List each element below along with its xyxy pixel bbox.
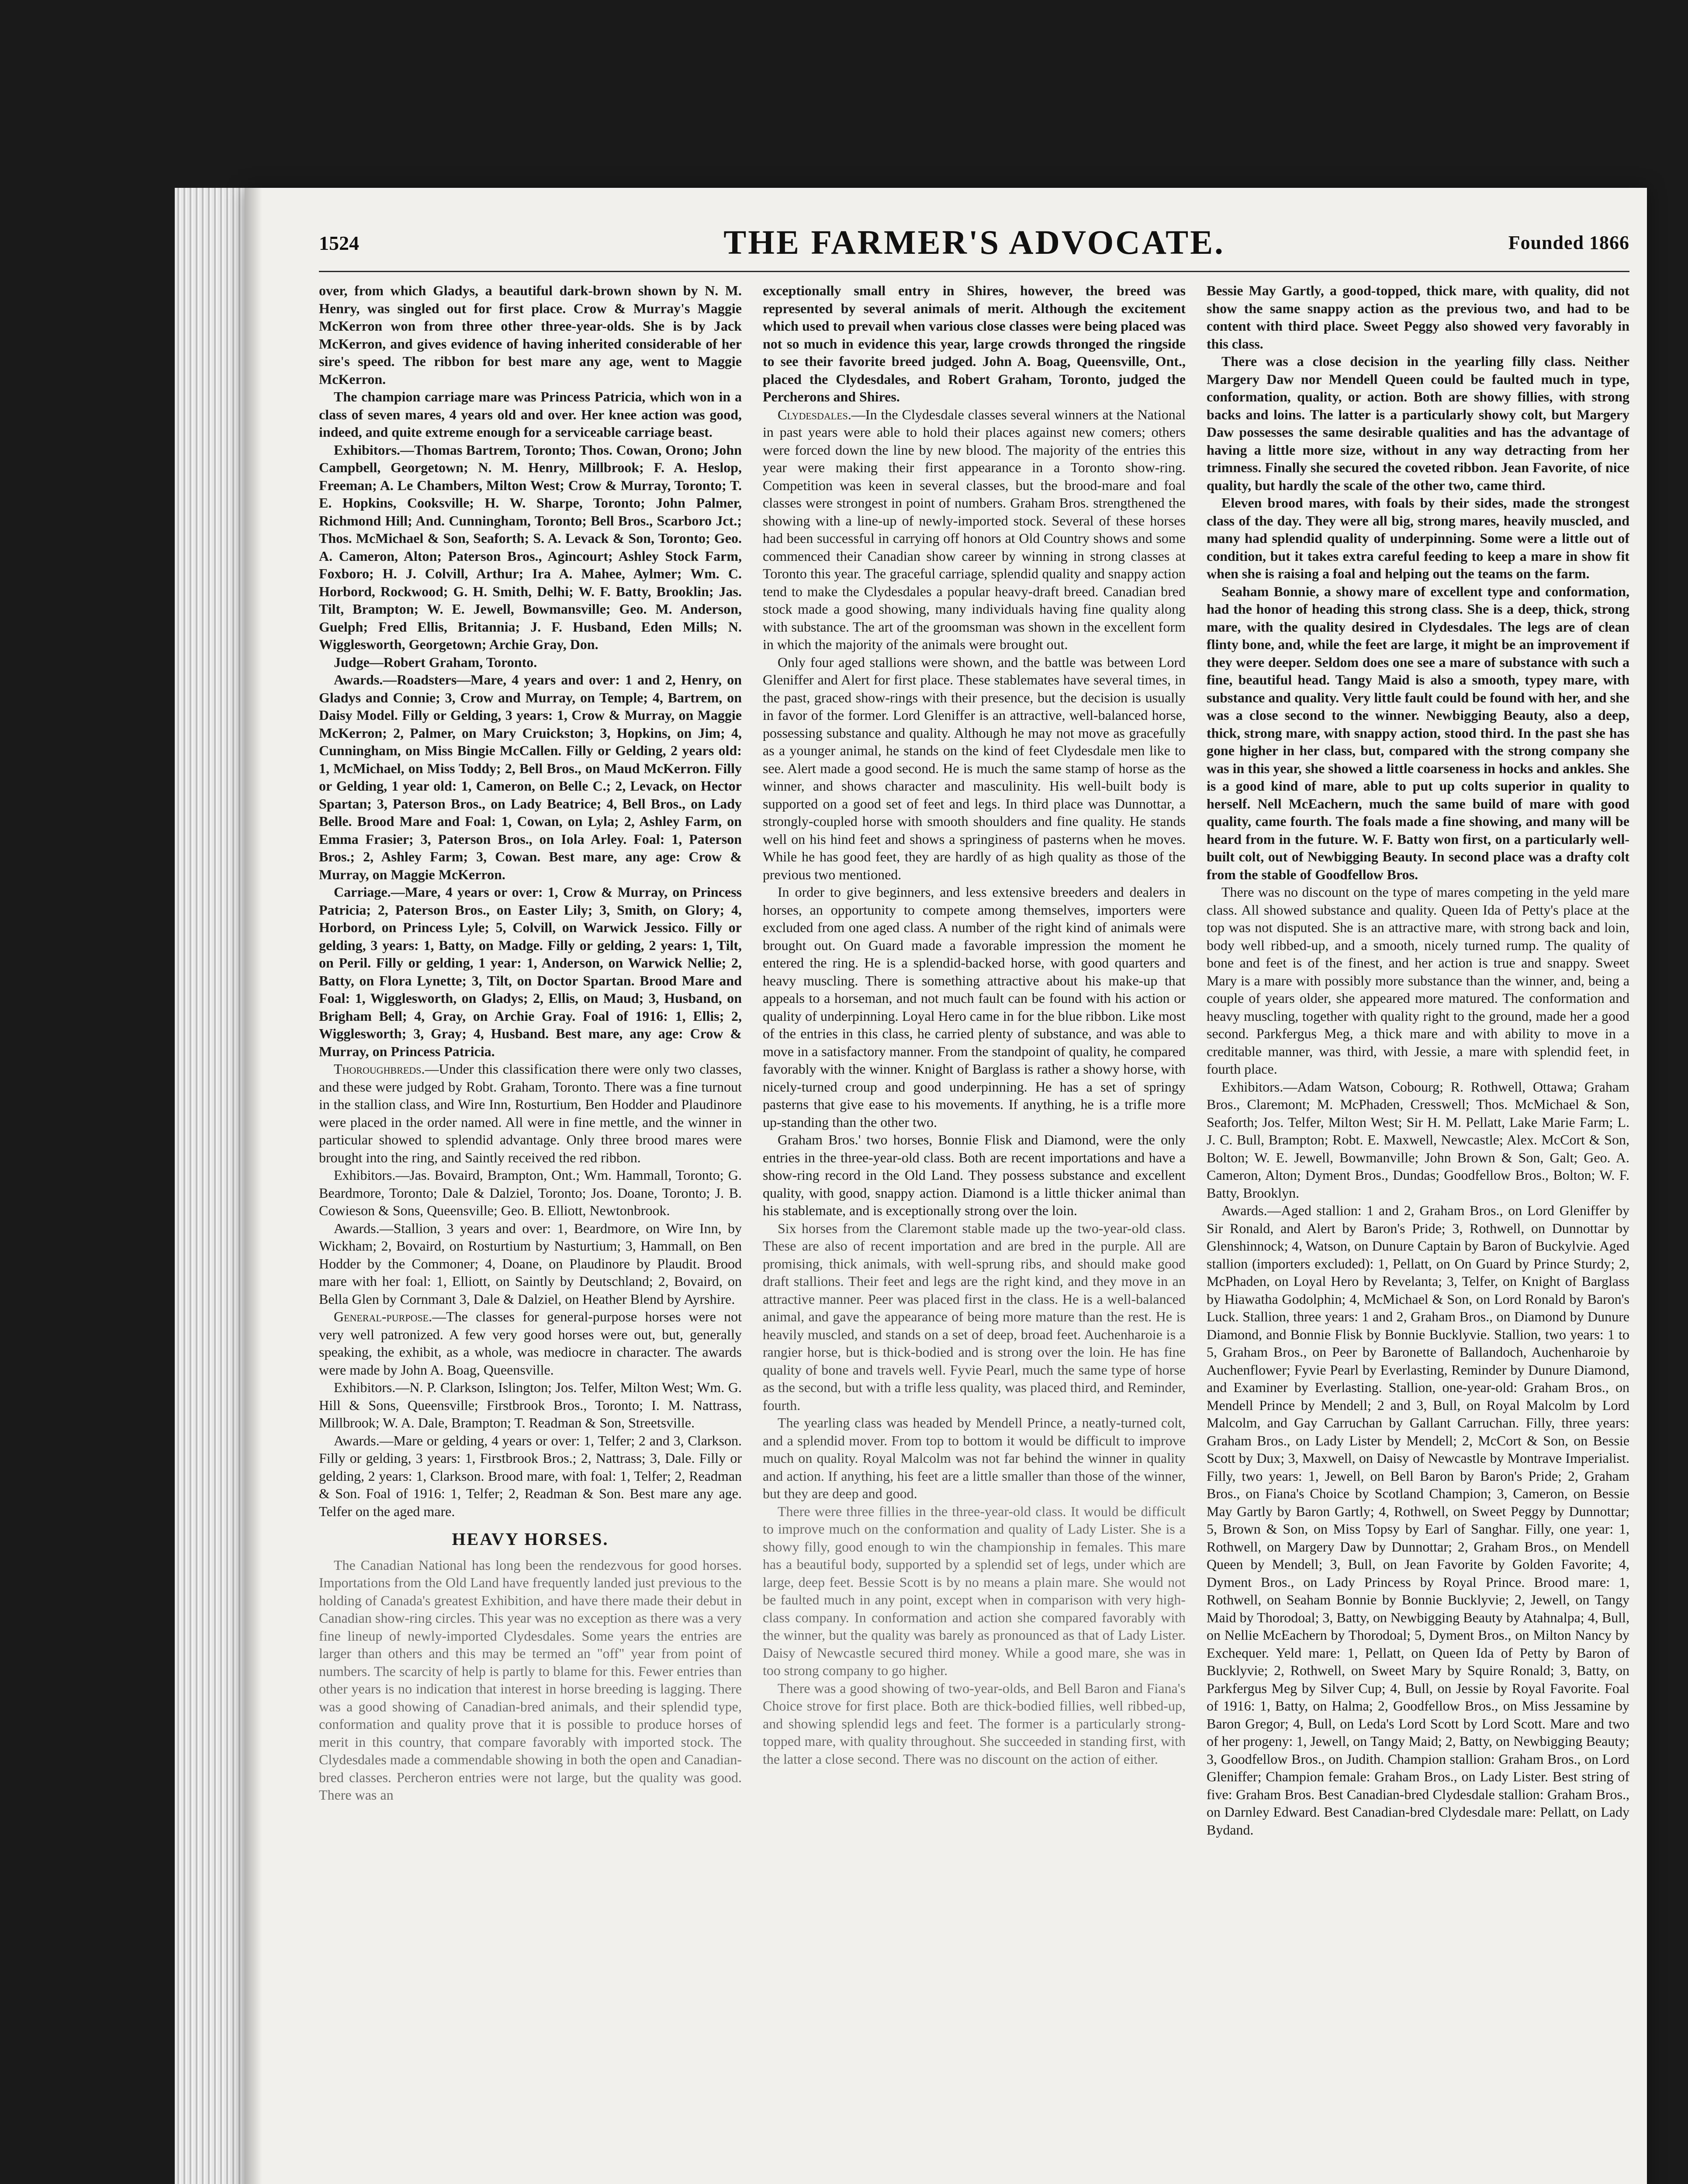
paragraph: Eleven brood mares, with foals by their sides, made the strongest class of the day. They were all big, strong mares, heavily muscled, and many had splendid quality of underpinning. Some were a little out of condition, but it takes extra careful feeding to keep a mare in show fit when she is raising a foal and helping out the teams on the farm.: [1207, 495, 1629, 581]
paragraph: There was a close decision in the yearling filly class. Neither Margery Daw nor Mendell Queen could be faulted much in type, conformation, quality, or action. Both are showy fillies, with strong backs and loins. The latter is a particularly showy colt, but Margery Daw possesses the same desirable qualities and has the advantage of having a little more size, without in any way detracting from her trimness. Finally she secured the coveted ribbon. Jean Favorite, of nice quality, but hardly the scale of the other two, came third.: [1207, 353, 1629, 493]
section-lead: Clydesdales.: [778, 406, 851, 422]
paragraph: Bessie May Gartly, a good-topped, thick mare, with quality, did not show the same snappy action as the previous two, and had to be content with third place. Sweet Peggy also showed very favorably in this class.: [1207, 283, 1629, 352]
paragraph: Only four aged stallions were shown, and the battle was between Lord Gleniffer and Alert for first place. These stablemates have several times, in the past, graced show-rings with their presence, but the decision is usually in favor of the former. Lord Gleniffer is an attractive, well-balanced horse, possessing substance and quality. Although he may not move as gracefully as a younger animal, he stands on the kind of feet Clydesdale men like to see. Alert made a good second. He is much the same stamp of horse as the winner, and shows character and masculinity. His well-built body is supported on a good set of feet and legs. In third place was Dunnottar, a strongly-coupled horse with smooth shoulders and fine quality. He stands well on his hind feet and shows a springiness of pasterns when he moves. While he has good feet, they are hardly of as high quality as those of the previous two mentioned.: [763, 654, 1186, 882]
paragraph: Exhibitors.—Jas. Bovaird, Brampton, Ont.; Wm. Hammall, Toronto; G. Beardmore, Toronto; Dale & Dalziel, Toronto; Jos. Doane, Toronto; J. B. Cowieson & Sons, Queensville; Geo. B. Elliott, Newtonbrook.: [319, 1167, 742, 1218]
paragraph: Seaham Bonnie, a showy mare of excellent type and conformation, had the honor of heading this strong class. She is a deep, thick, strong mare, with the quality desired in Clydesdales. The legs are of clean flinty bone, and, while the feet are large, it might be an improvement if they were deeper. Seldom does one see a mare of substance with such a fine, beautiful head. Tangy Maid is also a smooth, typey mare, with substance and quality. Very little fault could be found with her, and she was a close second to the winner. Newbigging Beauty, also a deep, thick, strong mare, with snappy action, stood third. In the past she has gone higher in her class, but, compared with the strong company she was in this year, she showed a little coarseness in hocks and ankles. She is a good kind of mare, able to put up colts superior in quality to herself. Nell McEachern, much the same build of mare with good quality, came fourth. The foals made a fine showing, and many will be heard from in the future. W. F. Batty won first, on a particularly well-built colt, out of Newbigging Beauty. In second place was a drafty colt from the stable of Goodfellow Bros.: [1207, 583, 1629, 882]
paragraph: The Canadian National has long been the rendezvous for good horses. Importations from the Old Land have frequently landed just previous to the holding of Canada's greatest Exhibition, and have there made their debut in Canadian show-ring circles. This year was no exception as there was a very fine lineup of newly-imported Clydesdales. Some years the entries are larger than others and this may be termed an "off" year from point of numbers. The scarcity of help is partly to blame for this. Fewer entries than other years is no indication that interest in horse breeding is lagging. There was a good showing of Canadian-bred animals, and their splendid type, conformation and quality prove that it is possible to produce horses of merit in this country, that compare favorably with imported stock. The Clydesdales made a commendable showing in both the open and Canadian-bred classes. Percheron entries were not large, but the quality was good. There was an: [319, 1557, 742, 1803]
magazine-page: [245, 188, 1647, 2184]
paragraph: [319, 1308, 742, 1379]
paragraph: There were three fillies in the three-year-old class. It would be difficult to improve much on the conformation and quality of Lady Lister. She is a showy filly, good enough to win the championship in females. This mare has a beautiful body, supported by a splendid set of legs, under which are large, deep feet. Bessie Scott is by no means a plain mare. She would not be faulted much in any point, except when in comparison with very high-class company. In conformation and action she compared favorably with the winner, but the quality was barely as pronounced as that of Lady Lister. Daisy of Newcastle secured third money. While a good mare, she was in too strong company to go higher.: [763, 1503, 1186, 1678]
paragraph: Awards.—Aged stallion: 1 and 2, Graham Bros., on Lord Gleniffer by Sir Ronald, and Alert by Baron's Pride; 3, Rothwell, on Dunnottar by Glenshinnock; 4, Watson, on Dunure Captain by Baron of Buckylvie. Aged stallion (importers excluded): 1, Pellatt, on On Guard by Prince Sturdy; 2, McPhaden, on Loyal Hero by Revelanta; 3, Telfer, on Knight of Barglass by Hiawatha Godolphin; 4, McMichael & Son, on Lord Ronald by Baron's Luck. Stallion, three years: 1 and 2, Graham Bros., on Diamond by Dunure Diamond, and Bonnie Flisk by Bonnie Bucklyvie. Stallion, two years: 1 to 5, Graham Bros., on Peer by Baronette of Ballandoch, Auchenharoie by Auchenflower; Fyvie Pearl by Everlasting, Reminder by Dunure Diamond, and Examiner by Everlasting. Stallion, one-year-old: Graham Bros., on Mendell Prince by Mendell; 2 and 3, Bull, on Royal Malcolm by Lord Malcolm, and Gay Carruchan by Gallant Carruchan. Filly, three years: Graham Bros., on Lady Lister by Mendell; 2, McCort & Son, on Bessie Scott by Dux; 3, Maxwell, on Daisy of Newcastle by Montrave Imperialist. Filly, two years: 1, Jewell, on Bell Baron by Baron's Pride; 2, Graham Bros., on Fiana's Choice by Scotland Champion; 3, Cameron, on Bessie May Gartly by Baron Gartly; 4, Rothwell, on Sweet Peggy by Dunnottar; 5, Brown & Son, on Miss Topsy by Earl of Sanghar. Filly, one year: 1, Rothwell, on Margery Daw by Dunnottar; 2, Graham Bros., on Mendell Queen by Mendell; 3, Bull, on Jean Favorite by Golden Favorite; 4, Dyment Bros., on Lady Princess by Royal Prince. Brood mare: 1, Rothwell, on Seaham Bonnie by Bonnie Bucklyvie; 2, Jewell, on Tangy Maid by Thorodoal; 3, Batty, on Newbigging Beauty by Atahnalpa; 4, Bull, on Nellie McEachern by Thorodoal; 5, Dyment Bros., on Milton Nancy by Exchequer. Yeld mare: 1, Pellatt, on Queen Ida of Petty by Baron of Bucklyvie; 2, Rothwell, on Sweet Mary by Squire Ronald; 3, Batty, on Parkfergus Meg by Silver Cup; 4, Bull, on Jessie by Royal Favorite. Foal of 1916: 1, Batty, on Halma; 2, Goodfellow Bros., on Miss Jessamine by Baron Gregor; 4, Bull, on Leda's Lord Scott by Lord Scott. Mare and two of her progeny: 1, Jewell, on Tangy Maid; 2, Batty, on Newbigging Beauty; 3, Goodfellow Bros., on Judith. Champion stallion: Graham Bros., on Lord Gleniffer; Champion female: Graham Bros., on Lady Lister. Best string of five: Graham Bros. Best Canadian-bred Clydesdale stallion: Graham Bros., on Darnley Edward. Best Canadian-bred Clydesdale mare: Pellatt, on Lady Bydand.: [1207, 1203, 1629, 1838]
gutter-shadow: [245, 188, 262, 2184]
paragraph: Exhibitors.—Thomas Bartrem, Toronto; Thos. Cowan, Orono; John Campbell, Georgetown; N. M. Henry, Millbrook; F. A. Heslop, Freeman; A. Le Chambers, Milton West; Crow & Murray, Toronto; T. E. Hopkins, Cooksville; H. W. Sharpe, Toronto; John Palmer, Richmond Hill; And. Cunningham, Toronto; Bell Bros., Scarboro Jct.; Thos. McMichael & Son, Seaforth; S. A. Levack & Son, Toronto; Geo. A. Cameron, Alton; Paterson Bros., Agincourt; Ashley Stock Farm, Foxboro; H. J. Colvill, Arthur; Ira A. Mahee, Aylmer; Wm. C. Horbord, Rockwood; G. H. Smith, Delhi; W. F. Batty, Brooklin; Jas. Tilt, Brampton; W. E. Jewell, Bowmansville; Geo. M. Anderson, Guelph; Fred Ellis, Britannia; J. F. Husband, Eden Mills; N. Wigglesworth, Georgetown; Archie Gray, Don.: [319, 442, 742, 652]
paragraph: Exhibitors.—Adam Watson, Cobourg; R. Rothwell, Ottawa; Graham Bros., Claremont; M. McPhaden, Cresswell; Thos. McMichael & Son, Seaforth; Jos. Telfer, Milton West; Sir H. M. Pellatt, Lake Marie Farm; L. J. C. Bull, Brampton; Robt. E. Maxwell, Newcastle; Alex. McCort & Son, Bolton; W. E. Jewell, Bowmanville; John Brown & Son, Galt; Geo. A. Cameron, Alton; Dyment Bros., Dundas; Goodfellow Bros., Bolton; W. F. Batty, Brooklyn.: [1207, 1078, 1629, 1201]
page-number: 1524: [319, 232, 359, 254]
paragraph: Awards.—Roadsters—Mare, 4 years and over: 1 and 2, Henry, on Gladys and Connie; 3, Crow and Murray, on Temple; 4, Bartrem, on Daisy Model. Filly or Gelding, 3 years: 1, Crow & Murray, on Maggie McKerron; 2, Palmer, on Mary Cruickston; 3, Hopkins, on Jim; 4, Cunningham, on Miss Bingie McCallen. Filly or Gelding, 2 years old: 1, McMichael, on Miss Toddy; 2, Bell Bros., on Maud McKerron. Filly or Gelding, 1 year old: 1, Cameron, on Belle C.; 2, Levack, on Hector Spartan; 3, Paterson Bros., on Lady Beatrice; 4, Bell Bros., on Lady Belle. Brood Mare and Foal: 1, Cowan, on Lyla; 2, Ashley Farm, on Emma Frasier; 3, Paterson Bros., on Iola Arley. Foal: 1, Paterson Bros.; 2, Ashley Farm; 3, Cowan. Best mare, any age: Crow & Murray, on Maggie McKerron.: [319, 672, 742, 882]
page-header: [319, 223, 1629, 272]
section-heading: HEAVY HORSES.: [452, 1529, 609, 1549]
paragraph: Carriage.—Mare, 4 years or over: 1, Crow & Murray, on Princess Patricia; 2, Paterson Bros., on Easter Lily; 3, Smith, on Glory; 4, Horbord, on Princess Lyle; 5, Colvill, on Warwick Jessico. Filly or gelding, 3 years: 1, Batty, on Madge. Filly or gelding, 2 years: 1, Tilt, on Peril. Filly or gelding, 1 year: 1, Anderson, on Warwick Nellie; 2, Batty, on Flora Lynette; 3, Tilt, on Doctor Spartan. Brood Mare and Foal: 1, Wigglesworth, on Gladys; 2, Ellis, on Maud; 3, Husband, on Brigham Bell; 4, Gray, on Archie Gray. Foal of 1916: 1, Ellis; 2, Wigglesworth; 3, Gray; 4, Husband. Best mare, any age: Crow & Murray, on Princess Patricia.: [319, 884, 742, 1059]
paragraph-text: —Under this classification there were only two classes, and these were judged by Robt. Graham, Toronto. There was a fine turnout in the stallion class, and Wire Inn, Rosturtium, Ben Hodder and Plaudinore were placed in the order named. All were in fine mettle, and the winner in particular showed to splendid advantage. Only three brood mares were brought into the ring, and Saintly received the red ribbon.: [319, 1061, 742, 1165]
paragraph: Graham Bros.' two horses, Bonnie Flisk and Diamond, were the only entries in the three-year-old class. Both are recent importations and have a show-ring record in the Old Land. They possess substance and excellent quality, with good, snappy action. Diamond is a little thicker animal than his stablemate, and is exceptionally strong over the loin.: [763, 1132, 1186, 1218]
paragraph-text: —The classes for general-purpose horses were not very well patronized. A few very good horses were out, but, generally speaking, the exhibit, as a whole, was mediocre in character. The awards were made by John A. Boag, Queensville.: [319, 1309, 742, 1378]
paragraph: Six horses from the Claremont stable made up the two-year-old class. These are also of recent importation and are bred in the purple. All are promising, thick animals, with well-sprung ribs, and should make good draft stallions. Their feet and legs are the right kind, and they move in an attractive manner. Peer was placed first in the class. He is a well-balanced animal, and gave the appearance of being more mature than the rest. He is heavily muscled, and stands on a set of deep, broad feet. Auchenharoie is a rangier horse, but is thick-bodied and is strong over the loin. He has fine quality of bone and travels well. Fyvie Pearl, much the same type of horse as the second, but with a trifle less quality, was placed third, and Reminder, fourth.: [763, 1220, 1186, 1413]
paragraph: exceptionally small entry in Shires, however, the breed was represented by several animals of merit. Although the excitement which used to prevail when various close classes were being placed was not so much in evidence this year, large crowds thronged the ringside to see their favorite breed judged. John A. Boag, Queensville, Ont., placed the Clydesdales, and Robert Graham, Toronto, judged the Percherons and Shires.: [763, 283, 1186, 404]
paragraph: In order to give beginners, and less extensive breeders and dealers in horses, an opportunity to compete among themselves, importers were excluded from one aged class. A number of the right kind of animals were brought out. On Guard made a favorable impression the moment he entered the ring. He is a splendid-backed horse, with good quarters and heavy muscling. There is something attractive about his make-up that appeals to a horseman, and not much fault can be found with his action or quality of underpinning. Loyal Hero came in for the blue ribbon. Like most of the entries in this class, he carried plenty of substance, and was able to move in a satisfactory manner. From the standpoint of quality, he compared favorably with the winner. Knight of Barglass is rather a showy horse, with nicely-turned croup and good underpinning. He has a set of springy pasterns that give ease to his movements. If anything, he is a trifle more up-standing than the other two.: [763, 884, 1186, 1130]
column-1: [319, 282, 742, 2184]
paragraph: Awards.—Mare or gelding, 4 years or over: 1, Telfer; 2 and 3, Clarkson. Filly or gelding, 3 years: 1, Firstbrook Bros.; 2, Nattrass; 3, Dale. Filly or gelding, 2 years: 1, Clarkson. Brood mare, with foal: 1, Telfer; 2, Readman & Son. Foal of 1916: 1, Telfer; 2, Readman & Son. Best mare any age. Telfer on the aged mare.: [319, 1432, 742, 1519]
paragraph: Awards.—Stallion, 3 years and over: 1, Beardmore, on Wire Inn, by Wickham; 2, Bovaird, on Rosturtium by Nasturtium; 3, Hammall, on Ben Hodder by the Commoner; 4, Doane, on Plaudinore by Plaudit. Brood mare with her foal: 1, Elliott, on Saintly by Deutschland; 2, Bovaird, on Bella Glen by Cornmant 3, Dale & Dalziel, on Heather Blend by Ayrshire.: [319, 1220, 742, 1307]
article-columns: [319, 282, 1629, 2184]
paragraph-text: —In the Clydesdale classes several winners at the National in past years were able to hold their places against new comers; others were forced down the line by new blood. The majority of the entries this year were making their first appearance in a Toronto show-ring. Competition was keen in several classes, but the brood-mare and foal classes were strongest in point of numbers. Graham Bros. strengthened the showing with a line-up of newly-imported stock. Several of these horses had been successful in carrying off honors at Old Country shows and some commenced their Canadian show career by winning in strong classes at Toronto this year. The graceful carriage, splendid quality and snappy action tend to make the Clydesdales a popular heavy-draft breed. Canadian bred stock made a good showing, many individuals having fine quality along with substance. The art of the groomsman was shown in the excellent form in which the majority of the animals were brought out.: [763, 406, 1186, 652]
paragraph: Exhibitors.—N. P. Clarkson, Islington; Jos. Telfer, Milton West; Wm. G. Hill & Sons, Queensville; Firstbrook Bros., Toronto; I. M. Nattrass, Millbrook; W. A. Dale, Brampton; T. Readman & Son, Streetsville.: [319, 1379, 742, 1431]
paragraph: over, from which Gladys, a beautiful dark-brown shown by N. M. Henry, was singled out for first place. Crow & Murray's Maggie McKerron won from three other three-year-olds. She is by Jack McKerron, and gives evidence of having inherited considerable of her sire's speed. The ribbon for best mare any age, went to Maggie McKerron.: [319, 283, 742, 387]
section-lead: Thoroughbreds.: [334, 1061, 425, 1077]
column-2: [763, 282, 1186, 2184]
paragraph: There was no discount on the type of mares competing in the yeld mare class. All showed substance and quality. Queen Ida of Petty's place at the top was not disputed. She is an attractive mare, with strong back and loin, body well ribbed-up, and a smooth, nicely turned rump. The quality of bone and feet is of the finest, and her action is true and snappy. Sweet Mary is a mare with possibly more substance than the winner, and, being a couple of years older, she appeared more matured. The conformation and heavy muscling, together with quality right to the ground, made her a good second. Parkfergus Meg, a thick mare and with ability to move in a creditable manner, was third, with Jessie, a mare with splendid feet, in fourth place.: [1207, 884, 1629, 1077]
paragraph: Judge—Robert Graham, Toronto.: [334, 654, 537, 670]
column-3: [1207, 282, 1629, 2184]
paragraph: The champion carriage mare was Princess Patricia, which won in a class of seven mares, 4 years old and over. Her knee action was good, indeed, and quite extreme enough for a serviceable carriage beast.: [319, 389, 742, 440]
founded-year: Founded 1866: [1508, 232, 1629, 253]
paragraph: [319, 1060, 742, 1166]
paragraph: [763, 406, 1186, 653]
section-lead: General-purpose.: [334, 1309, 432, 1324]
masthead-title: THE FARMER'S ADVOCATE.: [723, 223, 1225, 261]
paragraph: There was a good showing of two-year-olds, and Bell Baron and Fiana's Choice strove for first place. Both are thick-bodied fillies, well ribbed-up, and showing splendid legs and feet. The former is a particularly strong-topped mare, with quality throughout. She succeeded in standing first, with the latter a close second. There was no discount on the action of either.: [763, 1680, 1186, 1767]
paragraph: The yearling class was headed by Mendell Prince, a neatly-turned colt, and a splendid mover. From top to bottom it would be difficult to improve much on quality. Royal Malcolm was not far behind the winner in quality and action. If anything, his feet are a little smaller than those of the winner, but they are deep and good.: [763, 1415, 1186, 1501]
